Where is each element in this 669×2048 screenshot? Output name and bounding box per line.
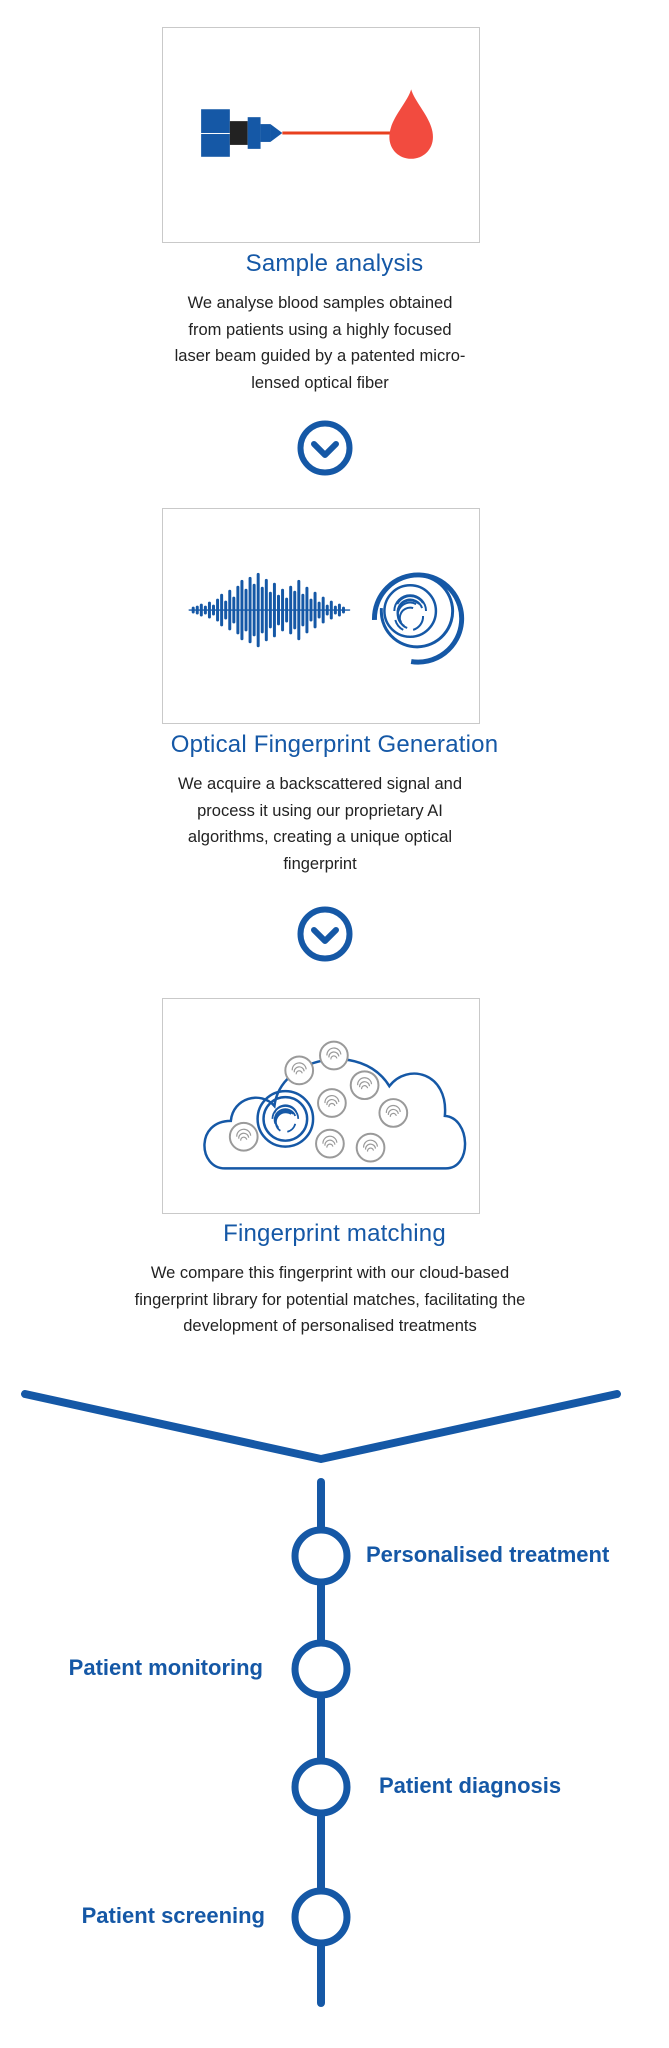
step-description-fingerprint-matching: We compare this fingerprint with our cloud-based fingerprint library for potential matches, facilitating the development of personalised treatments [134, 1264, 526, 1335]
funnel-lines [25, 1394, 617, 1459]
timeline-node-personalised-treatment [295, 1530, 347, 1582]
application-label-personalised-treatment: Personalised treatment [366, 1542, 610, 1567]
step-description-optical-fingerprint: We acquire a backscattered signal and process it using our proprietary AI algorithms, creating a unique optical fingerprint [177, 775, 463, 873]
step-title-optical-fingerprint: Optical Fingerprint Generation [170, 731, 499, 758]
application-label-patient-monitoring: Patient monitoring [68, 1655, 263, 1680]
application-label-patient-screening: Patient screening [81, 1903, 265, 1928]
application-label-patient-diagnosis: Patient diagnosis [379, 1773, 562, 1798]
timeline-node-patient-screening [295, 1891, 347, 1943]
step-title-fingerprint-matching: Fingerprint matching [223, 1220, 446, 1247]
step-title-sample-analysis: Sample analysis [245, 250, 424, 277]
step-description-sample-analysis: We analyse blood samples obtained from patients using a highly focused laser beam guided by a patented micro-lensed optical fiber [174, 294, 466, 392]
timeline-node-patient-monitoring [295, 1643, 347, 1695]
timeline-node-patient-diagnosis [295, 1761, 347, 1813]
